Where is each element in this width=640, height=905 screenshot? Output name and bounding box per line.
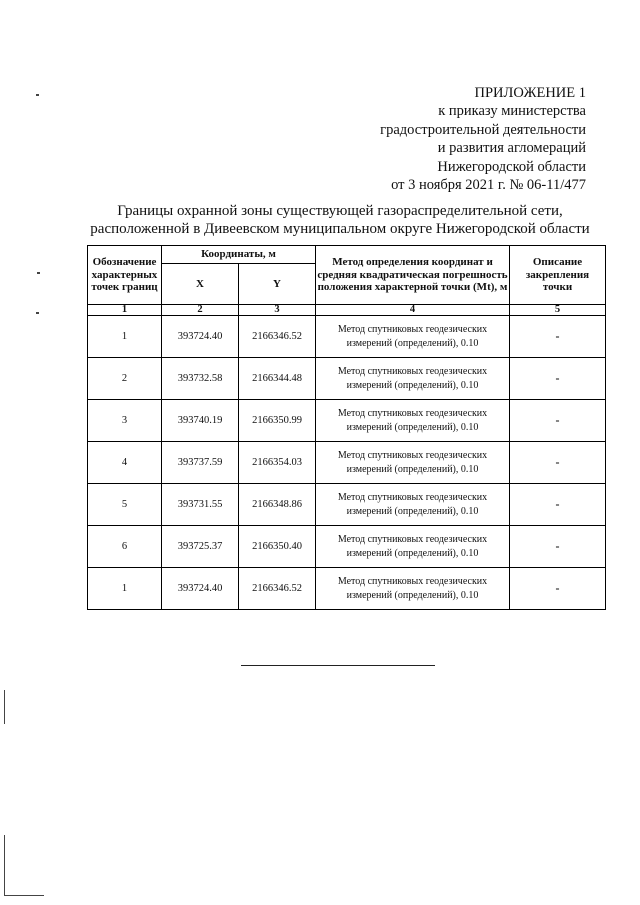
point-cell: 1 (88, 568, 162, 610)
x-cell: 393737.59 (162, 442, 239, 484)
header-coordinates: Координаты, м (162, 246, 316, 264)
document-title-line: расположенной в Дивеевском муниципальном округе Нижегородской области (90, 221, 590, 237)
x-cell: 393731.55 (162, 484, 239, 526)
scan-artifact (36, 312, 39, 314)
header-line: градостроительной деятельности (380, 121, 586, 138)
table-row (88, 316, 606, 358)
appendix-title: ПРИЛОЖЕНИЕ 1 (474, 85, 586, 101)
y-cell: 2166346.52 (239, 316, 316, 358)
method-cell: Метод спутниковых геодезических измерений (определений), 0.10 (316, 484, 510, 526)
coordinates-table (87, 245, 606, 610)
table-row (88, 568, 606, 610)
table-row (88, 526, 606, 568)
description-cell: - (510, 358, 606, 400)
y-cell: 2166354.03 (239, 442, 316, 484)
header-line: к приказу министерства (438, 103, 586, 120)
document-title-line: Границы охранной зоны существующей газораспределительной сети, (117, 203, 563, 219)
y-cell: 2166350.99 (239, 400, 316, 442)
y-cell: 2166344.48 (239, 358, 316, 400)
point-cell: 3 (88, 400, 162, 442)
scan-artifact (4, 895, 44, 896)
scan-artifact (36, 94, 39, 96)
description-cell: - (510, 568, 606, 610)
x-cell: 393724.40 (162, 568, 239, 610)
scan-artifact (4, 835, 5, 895)
description-cell: - (510, 316, 606, 358)
header-description: Описание закрепления точки (510, 246, 606, 305)
column-number: 4 (316, 305, 510, 316)
x-cell: 393725.37 (162, 526, 239, 568)
scan-artifact (37, 272, 40, 274)
closing-divider-line (241, 665, 435, 666)
header-x: X (162, 264, 239, 305)
method-cell: Метод спутниковых геодезических измерений (определений), 0.10 (316, 568, 510, 610)
description-cell: - (510, 526, 606, 568)
y-cell: 2166350.40 (239, 526, 316, 568)
x-cell: 393732.58 (162, 358, 239, 400)
point-cell: 1 (88, 316, 162, 358)
method-cell: Метод спутниковых геодезических измерений (определений), 0.10 (316, 400, 510, 442)
column-number: 2 (162, 305, 239, 316)
table-row (88, 484, 606, 526)
method-cell: Метод спутниковых геодезических измерений (определений), 0.10 (316, 316, 510, 358)
method-cell: Метод спутниковых геодезических измерений (определений), 0.10 (316, 358, 510, 400)
appendix-header (380, 84, 586, 194)
x-cell: 393740.19 (162, 400, 239, 442)
column-number: 5 (510, 305, 606, 316)
point-cell: 2 (88, 358, 162, 400)
header-method: Метод определения координат и средняя квадратическая погрешность положения характерной точки (Mt), м (316, 246, 510, 305)
order-date-number: от 3 ноября 2021 г. № 06-11/477 (391, 177, 586, 194)
point-cell: 5 (88, 484, 162, 526)
table-row (88, 358, 606, 400)
table-row (88, 400, 606, 442)
description-cell: - (510, 442, 606, 484)
description-cell: - (510, 400, 606, 442)
method-cell: Метод спутниковых геодезических измерений (определений), 0.10 (316, 442, 510, 484)
method-cell: Метод спутниковых геодезических измерений (определений), 0.10 (316, 526, 510, 568)
document-title (60, 202, 620, 238)
header-y: Y (239, 264, 316, 305)
point-cell: 6 (88, 526, 162, 568)
header-designation: Обозначение характерных точек границ (88, 246, 162, 305)
column-number: 1 (88, 305, 162, 316)
header-line: и развития агломераций (437, 140, 586, 157)
point-cell: 4 (88, 442, 162, 484)
table-row (88, 442, 606, 484)
y-cell: 2166348.86 (239, 484, 316, 526)
column-number: 3 (239, 305, 316, 316)
x-cell: 393724.40 (162, 316, 239, 358)
scan-artifact (4, 690, 5, 724)
header-line: Нижегородской области (437, 158, 586, 175)
description-cell: - (510, 484, 606, 526)
y-cell: 2166346.52 (239, 568, 316, 610)
